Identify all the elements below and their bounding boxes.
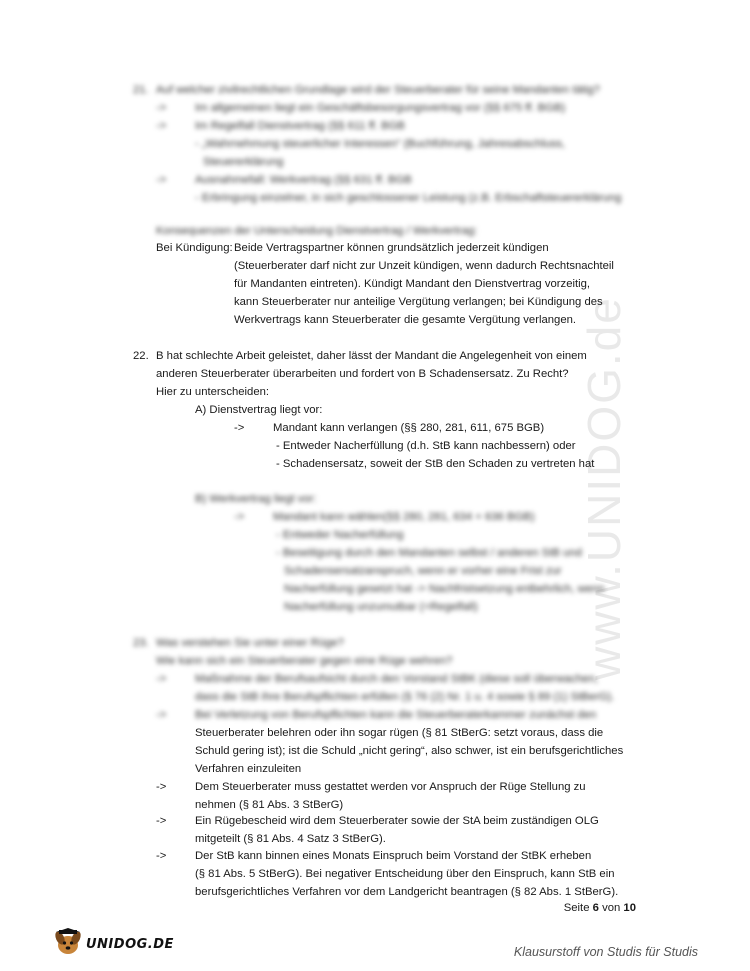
q23-arrow-1: -> xyxy=(156,781,167,793)
q21-arrow-5: -> xyxy=(156,174,167,186)
q23-item-3-line-2: (§ 81 Abs. 5 StBerG). Bei negativer Entscheidung über den Einspruch, kann StB ein xyxy=(195,868,615,880)
footer-tagline: Klausurstoff von Studis für Studis xyxy=(513,945,698,959)
kuendigung-line-1: Beide Vertragspartner können grundsätzlich jederzeit kündigen xyxy=(234,242,549,254)
q23-blur-item-1-line-1: Maßnahme der Berufsaufsicht durch den Vorstand StBK (diese soll überwachen, xyxy=(195,673,599,685)
q22-b-line-6: Nacherfüllung unzumutbar (=Regelfall) xyxy=(284,601,478,613)
page-prefix: Seite xyxy=(563,902,590,914)
q22-b-line-3: - Beseitigung durch den Mandanten selbst / anderen StB und xyxy=(276,547,582,559)
q22-question-line-1: B hat schlechte Arbeit geleistet, daher lässt der Mandant die Angelegenheit von einem xyxy=(156,350,587,362)
unidog-logo xyxy=(52,928,177,958)
q23-arrow-2: -> xyxy=(156,815,167,827)
q22-b-line-2: - Entweder Nacherfüllung xyxy=(276,529,404,541)
q21-number: 21. xyxy=(133,84,149,96)
q21-item-3: - „Wahrnehmung steuerlicher Interessen“ (Buchführung, Jahresabschluss, xyxy=(195,138,566,150)
q23-item-1-line-1: Dem Steuerberater muss gestattet werden vor Anspruch der Rüge Stellung zu xyxy=(195,781,586,793)
q21-item-2: Im Regelfall Dienstvertrag (§§ 611 ff. BGB xyxy=(195,120,405,132)
q23-blur-item-1-line-2: dass die StB ihre Berufspflichten erfüllen (§ 76 (2) Nr. 1 u. 4 sowie § 89 (1) StBerG). xyxy=(195,691,615,703)
q21-arrow-1: -> xyxy=(156,102,167,114)
q23-arrow-3: -> xyxy=(156,850,167,862)
q23-item-2-line-1: Ein Rügebescheid wird dem Steuerberater sowie der StA beim zuständigen OLG xyxy=(195,815,599,827)
q22-intro: Hier zu unterscheiden: xyxy=(156,386,270,398)
q23-blur-arrow-2: -> xyxy=(156,709,167,721)
q23-item-3-line-3: berufsgerichtliches Verfahren vor dem Landgericht beantragen (§ 82 Abs. 1 StBerG). xyxy=(195,886,619,898)
q23-cont-line-3: Verfahren einzuleiten xyxy=(195,763,302,775)
q22-b-line-4: Schadensersatzanspruch, wenn er vorher eine Frist zur xyxy=(284,565,562,577)
q22-b-arrow: -> xyxy=(234,511,245,523)
page-current: 6 xyxy=(592,902,599,914)
q22-a-arrow: -> xyxy=(234,422,245,434)
q21-item-6: - Erbringung einzelner, in sich geschlossener Leistung (z.B. Erbschaftsteuererklärung xyxy=(195,192,622,204)
q21-item-1: Im allgemeinen liegt ein Geschäftsbesorgungsvertrag vor (§§ 675 ff. BGB) xyxy=(195,102,566,114)
q22-a-heading: A) Dienstvertrag liegt vor: xyxy=(195,404,323,416)
q22-b-line-5: Nacherfüllung gesetzt hat -> Nachfristsetzung entbehrlich, wenn xyxy=(284,583,605,595)
q23-cont-line-1: Steuerberater belehren oder ihn sogar rügen (§ 81 StBerG: setzt voraus, dass die xyxy=(195,727,604,739)
watermark: www.UNIDOG.de xyxy=(578,296,630,680)
dog-icon xyxy=(52,928,84,958)
q23-item-1-line-2: nehmen (§ 81 Abs. 3 StBerG) xyxy=(195,799,344,811)
logo-text: UNIDOG.DE xyxy=(86,937,174,952)
q22-number: 22. xyxy=(133,350,149,362)
q23-blur-arrow-1: -> xyxy=(156,673,167,685)
q21-arrow-2: -> xyxy=(156,120,167,132)
q22-b-line-1: Mandant kann wählen(§§ 280, 281, 634 + 636 BGB) xyxy=(273,511,535,523)
kuendigung-line-5: Werkvertrags kann Steuerberater die gesamte Vergütung verlangen. xyxy=(234,314,577,326)
q23-question-line-2: Wie kann sich ein Steuerberater gegen eine Rüge wehren? xyxy=(156,655,453,667)
page-total: 10 xyxy=(623,902,636,914)
q21-item-5: Ausnahmefall: Werkvertrag (§§ 631 ff. BGB xyxy=(195,174,412,186)
page-number xyxy=(564,900,636,918)
q23-item-3-line-1: Der StB kann binnen eines Monats Einspruch beim Vorstand der StBK erheben xyxy=(195,850,592,862)
kuendigung-line-2: (Steuerberater darf nicht zur Unzeit kündigen, wenn dadurch Rechtsnachteil xyxy=(234,260,614,272)
q21-consequence-heading: Konsequenzen der Unterscheidung Dienstvertrag / Werkvertrag: xyxy=(156,225,478,237)
q23-item-2-line-2: mitgeteilt (§ 81 Abs. 4 Satz 3 StBerG). xyxy=(195,833,386,845)
q23-blur-item-2-line-1: Bei Verletzung von Berufspflichten kann die Steuerberaterkammer zunächst den xyxy=(195,709,597,721)
q23-number: 23. xyxy=(133,637,149,649)
kuendigung-label: Bei Kündigung: xyxy=(156,242,233,254)
kuendigung-line-4: kann Steuerberater nur anteilige Vergütung verlangen; bei Kündigung des xyxy=(234,296,603,308)
q22-question-line-2: anderen Steuerberater überarbeiten und fordert von B Schadensersatz. Zu Recht? xyxy=(156,368,569,380)
q22-b-heading: B) Werkvertrag liegt vor: xyxy=(195,493,317,505)
q21-item-4: Steuererklärung xyxy=(203,156,284,168)
q22-a-line-3: - Schadensersatz, soweit der StB den Schaden zu vertreten hat xyxy=(276,458,595,470)
q22-a-line-2: - Entweder Nacherfüllung (d.h. StB kann nachbessern) oder xyxy=(276,440,576,452)
page-middle: von xyxy=(602,902,621,914)
q21-question: Auf welcher zivilrechtlichen Grundlage wird der Steuerberater für seine Mandanten tätig? xyxy=(156,84,600,96)
q23-question-line-1: Was verstehen Sie unter einer Rüge? xyxy=(156,637,344,649)
q22-a-line-1: Mandant kann verlangen (§§ 280, 281, 611, 675 BGB) xyxy=(273,422,545,434)
q23-cont-line-2: Schuld gering ist); ist die Schuld „nicht gering“, also schwer, ist ein berufsgerichtliches xyxy=(195,745,624,757)
kuendigung-line-3: für Mandanten eintreten). Kündigt Mandant den Dienstvertrag vorzeitig, xyxy=(234,278,591,290)
